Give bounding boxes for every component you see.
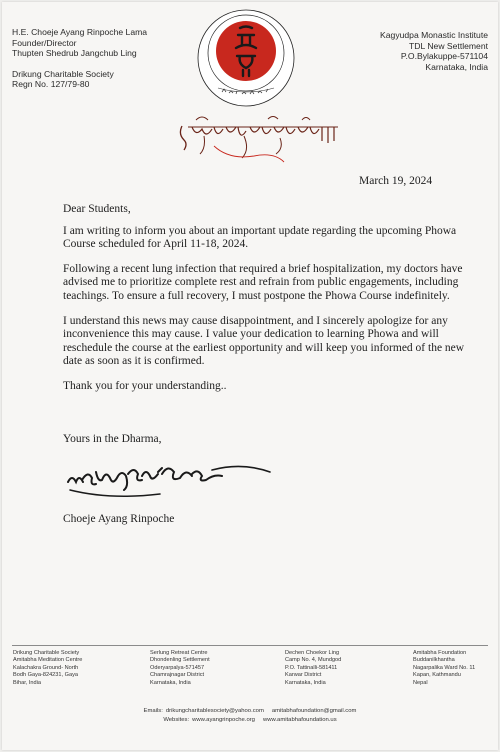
footer-line: Karnataka, India [285, 679, 326, 686]
emails-label: Emails: [143, 708, 163, 714]
footer-address-kathmandu [413, 650, 475, 687]
footer-line: Bodh Gaya-824231, Gaya [13, 672, 78, 679]
footer-address-serlung [150, 650, 210, 687]
founder-title: Founder/Director [12, 37, 77, 48]
footer-address-bodhgaya [13, 650, 82, 687]
postal-address: P.O.Bylakuppe-571104 [400, 51, 488, 61]
footer-line: Dechen Choekor Ling [285, 650, 340, 656]
website-link-ayangrinpoche[interactable]: www.ayangrinpoche.org [192, 717, 255, 723]
header-left [12, 27, 147, 90]
letter-closing: Yours in the Dharma, [63, 433, 162, 445]
footer-line: Karwar District [285, 672, 322, 679]
footer-line: Amitabha Meditation Centre [13, 657, 83, 664]
letter-body [63, 203, 481, 405]
footer-line: Dhondenling Settlement [150, 657, 210, 664]
email-link-amitabha[interactable]: amitabhafoundation@gmail.com [271, 708, 357, 714]
footer-websites [0, 716, 500, 725]
paragraph-thanks: Thank you for your understanding.. [63, 379, 227, 392]
footer-line: Nepal [413, 679, 428, 686]
footer-line: Camp No. 4, Mundgod [285, 657, 342, 664]
state-country: Karnataka, India [425, 61, 488, 72]
signer-name: Choeje Ayang Rinpoche [63, 513, 175, 525]
footer-line: Buddanilkhantha [413, 657, 455, 664]
salutation: Dear Students, [63, 203, 131, 215]
society-name: Drikung Charitable Society [12, 68, 114, 79]
tibetan-calligraphy-motto [174, 112, 344, 164]
paragraph-announcement: I am writing to inform you about an important update regarding the upcoming Phowa Course scheduled for April 11-18, 2024. [63, 224, 457, 251]
footer-line: Serlung Retreat Centre [150, 650, 208, 656]
footer-line: Chamrajnagar District [150, 672, 205, 679]
letter-date: March 19, 2024 [359, 175, 433, 187]
footer-line: Kapan, Kathmandu [413, 672, 461, 679]
footer-line: Bihar, India [13, 679, 41, 686]
footer-line: Drikung Charitable Society [13, 650, 80, 656]
footer-line: P.O. Tattinalli-581411 [285, 664, 338, 671]
monastery-seal-logo [196, 8, 296, 108]
footer-emails [0, 707, 500, 716]
founder-name: H.E. Choeje Ayang Rinpoche Lama [12, 27, 148, 37]
footer-contacts [0, 707, 500, 725]
footer-address-mundgod [285, 650, 341, 687]
settlement-name: TDL New Settlement [409, 40, 488, 51]
institute-name: Kagyudpa Monastic Institute [380, 30, 488, 40]
paragraph-apology: I understand this news may cause disappointment, and I sincerely apologize for any inconvenience this may cause. I value your dedication to learning Phowa and will reschedule the course at the earliest opportunity and will keep you informed of the new date as soon as it is confirmed. [63, 314, 465, 368]
registration-number: Regn No. 127/79-80 [12, 79, 90, 89]
footer-line: Nagarpalika Ward No. 11 [413, 664, 476, 671]
footer-divider [12, 645, 488, 646]
monastery-name: Thupten Shedrub Jangchub Ling [12, 48, 137, 58]
websites-label: Websites: [163, 717, 190, 723]
header-right [380, 30, 488, 72]
paragraph-health: Following a recent lung infection that required a brief hospitalization, my doctors have advised me to prioritize complete rest and refrain from public engagements, including teachings. To ensure a full recovery, I must postpone the Phowa Course indefinitely. [63, 262, 463, 302]
website-link-amitabha[interactable]: www.amitabhafoundation.us [262, 717, 337, 723]
handwritten-signature [62, 454, 277, 502]
footer-line: Amitabha Foundation [413, 650, 467, 656]
email-link-drikung[interactable]: drikungcharitablesociety@yahoo.com [165, 708, 264, 714]
footer-line: Karnataka, India [150, 679, 191, 686]
footer-line: Kalachakra Ground- North [13, 664, 79, 671]
footer-line: Oderyarpalya-571457 [150, 664, 205, 671]
